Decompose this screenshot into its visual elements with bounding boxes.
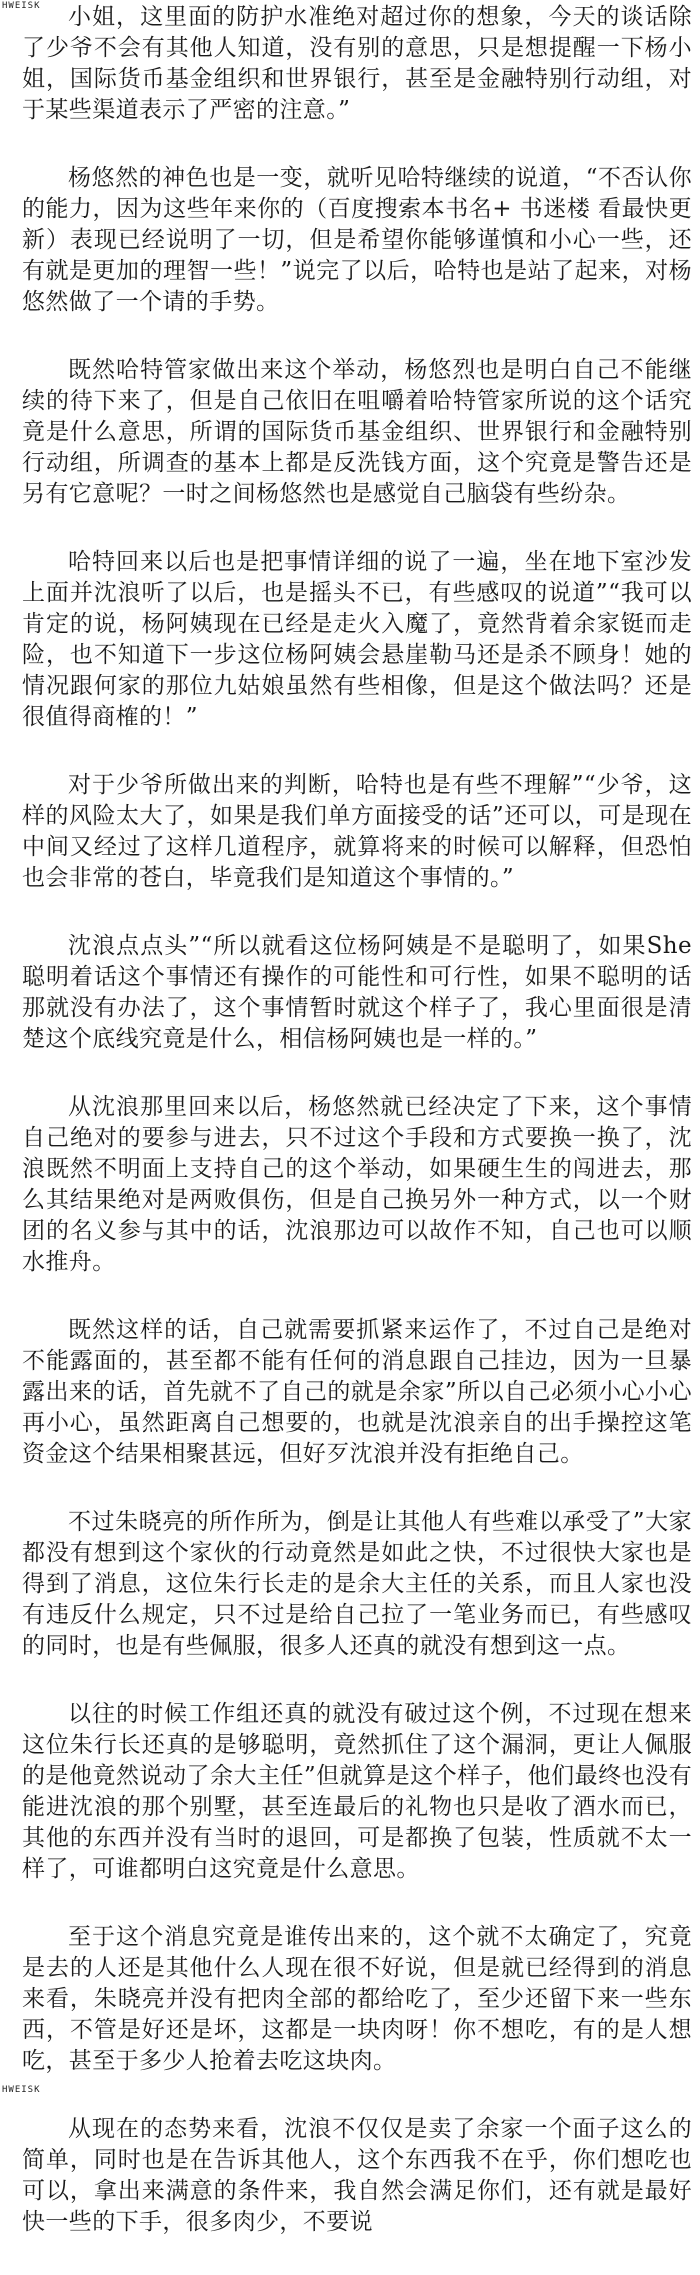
paragraph: 小姐，这里面的防护水准绝对超过你的想象，今天的谈话除了少爷不会有其他人知道，没有别的意思，只是想提醒一下杨小姐，国际货币基金组织和世界银行，甚至是金融特别行动组，对于某些渠道表示了严密的注意。”	[22, 4, 692, 123]
paragraph: 杨悠然的神色也是一变，就听见哈特继续的说道，“不否认你的能力，因为这些年来你的（百度搜索本书名+ 书迷楼 看最快更新）表现已经说明了一切，但是希望你能够谨慎和小心一些，还有就是更加的理智一些！”说完了以后，哈特也是站了起来，对杨悠然做了一个请的手势。	[22, 165, 692, 315]
paragraph: 从沈浪那里回来以后，杨悠然就已经决定了下来，这个事情自己绝对的要参与进去，只不过这个手段和方式要换一换了，沈浪既然不明面上支持自己的这个举动，如果硬生生的闯进去，那么其结果绝对是两败俱伤，但是自己换另外一种方式，以一个财团的名义参与其中的话，沈浪那边可以故作不知，自己也可以顺水推舟。	[22, 1094, 692, 1275]
paragraph: 不过朱晓亮的所作所为，倒是让其他人有些难以承受了”大家都没有想到这个家伙的行动竟然是如此之快，不过很快大家也是得到了消息，这位朱行长走的是余大主任的关系，而且人家也没有违反什么规定，只不过是给自己拉了一笔业务而已，有些感叹的同时，也是有些佩服，很多人还真的就没有想到这一点。	[22, 1509, 692, 1659]
article-body	[22, 2, 692, 2275]
paragraph: 哈特回来以后也是把事情详细的说了一遍，坐在地下室沙发上面并沈浪听了以后，也是摇头不已，有些感叹的说道”“我可以肯定的说，杨阿姨现在已经是走火入魔了，竟然背着余家铤而走险，也不知道下一步这位杨阿姨会悬崖勒马还是杀不顾身！她的情况跟何家的那位九姑娘虽然有些相像，但是这个做法吗？还是很值得商榷的！”	[22, 549, 692, 730]
paragraph: 以往的时候工作组还真的就没有破过这个例，不过现在想来这位朱行长还真的是够聪明，竟然抓住了这个漏洞，更让人佩服的是他竟然说动了余大主任”但就算是这个样子，他们最终也没有能进沈浪的那个别墅，甚至连最后的礼物也只是收了酒水而已，其他的东西并没有当时的退回，可是都换了包装，性质就不太一样了，可谁都明白这究竟是什么意思。	[22, 1701, 692, 1882]
paragraph: 既然这样的话，自己就需要抓紧来运作了，不过自己是绝对不能露面的，甚至都不能有任何的消息跟自己挂边，因为一旦暴露出来的话，首先就不了自己的就是余家”所以自己必须小心小心再小心，虽然距离自己想要的，也就是沈浪亲自的出手操控这笔资金这个结果相聚甚远，但好歹沈浪并没有拒绝自己。	[22, 1317, 692, 1467]
watermark-bottom: HWEISK	[2, 2085, 41, 2095]
paragraph: 对于少爷所做出来的判断，哈特也是有些不理解”“少爷，这样的风险太大了，如果是我们单方面接受的话”还可以，可是现在中间又经过了这样几道程序，就算将来的时候可以解释，但恐怕也会非常的苍白，毕竟我们是知道这个事情的。”	[22, 772, 692, 891]
paragraph: 既然哈特管家做出来这个举动，杨悠烈也是明白自己不能继续的待下来了，但是自己依旧在咀嚼着哈特管家所说的这个话究竟是什么意思，所谓的国际货币基金组织、世界银行和金融特别行动组，所调查的基本上都是反洗钱方面，这个究竟是警告还是另有它意呢？一时之间杨悠然也是感觉自己脑袋有些纷杂。	[22, 357, 692, 507]
paragraph: 从现在的态势来看，沈浪不仅仅是卖了余家一个面子这么的简单，同时也是在告诉其他人，这个东西我不在乎，你们想吃也可以，拿出来满意的条件来，我自然会满足你们，还有就是最好快一些的下手，很多肉少，不要说	[22, 2116, 692, 2235]
paragraph: 沈浪点点头”“所以就看这位杨阿姨是不是聪明了，如果She聪明着话这个事情还有操作的可能性和可行性，如果不聪明的话那就没有办法了，这个事情暂时就这个样子了，我心里面很是清楚这个底线究竟是什么，相信杨阿姨也是一样的。”	[22, 933, 692, 1052]
watermark-top: HWEISK	[2, 1, 41, 11]
paragraph: 至于这个消息究竟是谁传出来的，这个就不太确定了，究竟是去的人还是其他什么人现在很不好说，但是就已经得到的消息来看，朱晓亮并没有把肉全部的都给吃了，至少还留下来一些东西，不管是好还是坏，这都是一块肉呀！你不想吃，有的是人想吃，甚至于多少人抢着去吃这块肉。	[22, 1924, 692, 2074]
